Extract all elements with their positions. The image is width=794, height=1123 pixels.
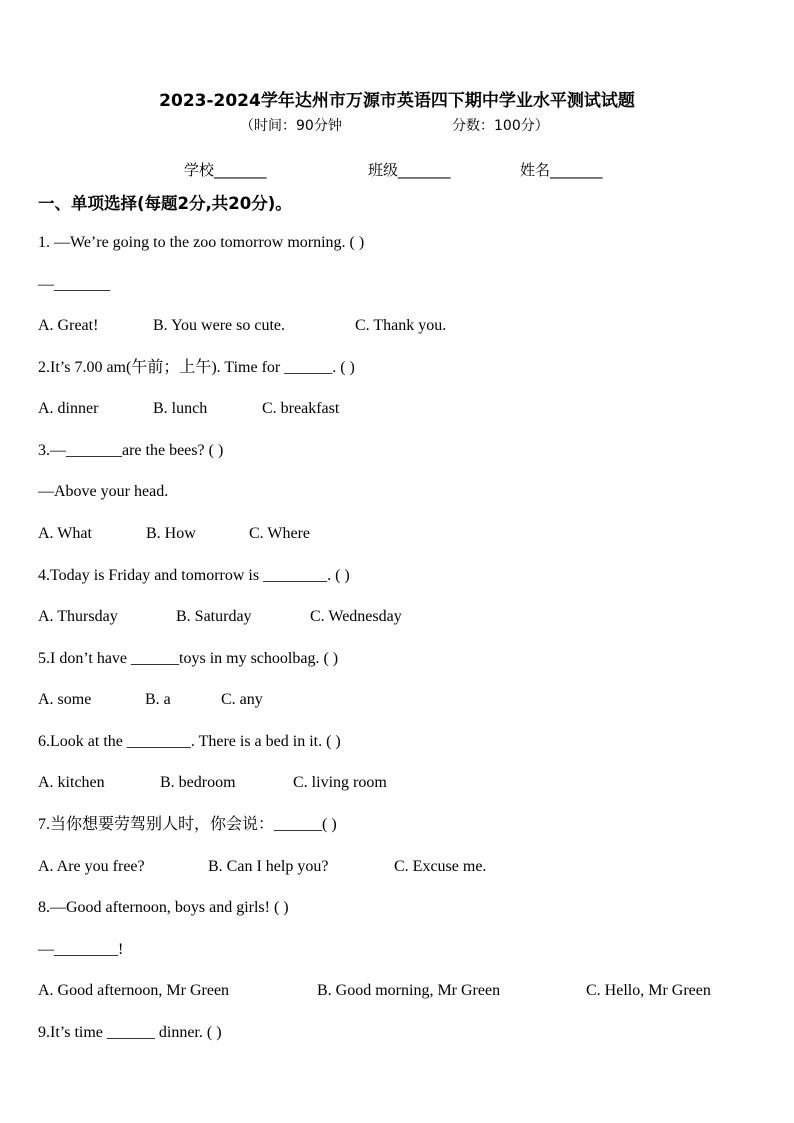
question-stem: 5.I don’t have ______toys in my schoolbag. ( ) [38,650,339,667]
option-b: B. Good morning, Mr Green [317,982,501,999]
option-b: B. You were so cute. [153,317,285,334]
question-stem: 4.Today is Friday and tomorrow is ________. ( ) [38,567,350,584]
question-stem: 8.—Good afternoon, boys and girls! ( ) [38,899,289,916]
option-a: A. kitchen [38,774,105,791]
option-c: C. living room [293,774,387,791]
option-a: A. Good afternoon, Mr Green [38,982,230,999]
option-b: B. a [145,691,171,708]
option-c: C. Excuse me. [394,858,487,875]
option-c: C. any [221,691,263,708]
option-c: C. Hello, Mr Green [586,982,711,999]
section-heading: 一、单项选择(每题2分,共20分)。 [38,194,292,213]
option-a: A. What [38,525,92,542]
option-b: B. Saturday [176,608,252,625]
school-field: 学校_______ [184,161,267,179]
question-stem: 3.—_______are the bees? ( ) [38,442,224,459]
exam-time: （时间：90分钟 [240,118,342,134]
option-a: A. Great! [38,317,99,334]
name-field: 姓名_______ [520,161,603,179]
option-a: A. some [38,691,92,708]
question-stem: 6.Look at the ________. There is a bed in it. ( ) [38,733,341,750]
question-reply: —________! [38,941,124,958]
question-stem: 7.当你想要劳驾别人时，你会说：______( ) [38,816,337,833]
question-reply: —_______ [38,276,110,293]
option-b: B. bedroom [160,774,236,791]
option-c: C. breakfast [262,400,340,417]
question-stem: 1. —We’re going to the zoo tomorrow morning. ( ) [38,234,365,251]
option-c: C. Where [249,525,311,542]
question-reply: —Above your head. [38,483,169,500]
question-stem: 2.It’s 7.00 am(午前；上午). Time for ______. ( ) [38,359,355,376]
page-title: 2023-2024学年达州市万源市英语四下期中学业水平测试试题 [159,91,635,111]
option-a: A. Are you free? [38,858,145,875]
question-stem: 9.It’s time ______ dinner. ( ) [38,1024,222,1041]
option-a: A. dinner [38,400,99,417]
option-b: B. How [146,525,196,542]
option-a: A. Thursday [38,608,118,625]
class-field: 班级_______ [368,161,451,179]
option-c: C. Wednesday [310,608,402,625]
option-c: C. Thank you. [355,317,447,334]
option-b: B. lunch [153,400,208,417]
option-b: B. Can I help you? [208,858,329,875]
exam-score: 分数：100分） [452,118,549,134]
